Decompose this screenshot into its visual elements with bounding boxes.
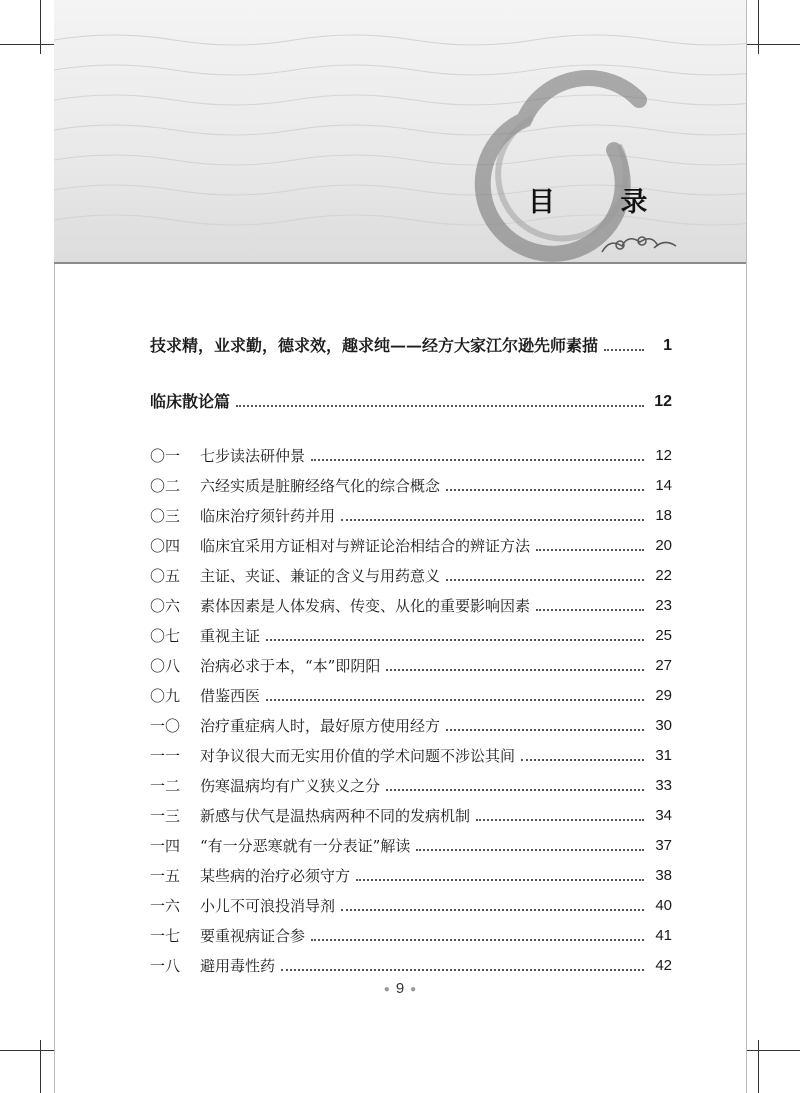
leader-dots	[266, 639, 644, 641]
leader-dots	[266, 699, 644, 701]
toc-item-page: 40	[655, 897, 672, 914]
toc-item[interactable]	[150, 920, 672, 946]
toc-item-page: 20	[655, 537, 672, 554]
leader-dots	[604, 349, 644, 351]
toc-item-label: 七步读法研仲景	[200, 447, 306, 465]
toc-item-page: 30	[655, 717, 672, 734]
leader-dots	[446, 579, 644, 581]
toc-item-label: 重视主证	[200, 627, 261, 645]
page-title: 目 录	[528, 187, 676, 218]
toc-item-label: 临床治疗须针药并用	[200, 507, 336, 525]
leader-dots	[416, 849, 644, 851]
toc-item[interactable]	[150, 860, 672, 886]
toc-item-number: 〇八	[150, 657, 181, 675]
toc-item-number: 一八	[150, 957, 181, 975]
toc-item[interactable]	[150, 470, 672, 496]
leader-dots	[281, 969, 644, 971]
toc-item-number: 一〇	[150, 717, 181, 735]
toc-item-number: 一四	[150, 837, 181, 855]
toc-item-page: 22	[655, 567, 672, 584]
toc-item[interactable]	[150, 710, 672, 736]
crop-mark-tr-v	[758, 0, 759, 54]
toc-item-page: 23	[655, 597, 672, 614]
leader-dots	[446, 489, 644, 491]
toc-section-page: 12	[654, 393, 672, 410]
toc-item-page: 37	[655, 837, 672, 854]
cloud-ornament-icon	[54, 0, 746, 262]
toc-item[interactable]	[150, 680, 672, 706]
toc-item-page: 12	[655, 447, 672, 464]
toc-item-number: 一一	[150, 747, 181, 765]
leader-dots	[386, 789, 644, 791]
toc-item-page: 41	[655, 927, 672, 944]
leader-dots	[446, 729, 644, 731]
toc-item-number: 〇一	[150, 447, 181, 465]
toc-item-page: 14	[655, 477, 672, 494]
toc-item-number: 〇六	[150, 597, 181, 615]
toc-item-page: 38	[655, 867, 672, 884]
toc-item-number: 〇三	[150, 507, 181, 525]
toc-item-label: 避用毒性药	[200, 957, 276, 975]
toc-item-number: 一五	[150, 867, 181, 885]
header-band	[54, 0, 746, 264]
toc-item[interactable]	[150, 620, 672, 646]
toc-item[interactable]	[150, 890, 672, 916]
toc-entry-page: 1	[663, 337, 672, 354]
toc-item[interactable]	[150, 530, 672, 556]
toc-item-label: 临床宜采用方证相对与辨证论治相结合的辨证方法	[200, 537, 531, 555]
bullet-icon: ●	[383, 983, 390, 995]
toc-item-page: 31	[655, 747, 672, 764]
toc-item-label: 素体因素是人体发病、传变、从化的重要影响因素	[200, 597, 531, 615]
toc-item-number: 一七	[150, 927, 181, 945]
page-number-value: 9	[395, 980, 405, 997]
toc-item-label: 某些病的治疗必须守方	[200, 867, 351, 885]
leader-dots	[356, 879, 644, 881]
leader-dots	[536, 609, 644, 611]
toc-item-page: 34	[655, 807, 672, 824]
toc-item-page: 33	[655, 777, 672, 794]
bullet-icon: ●	[410, 983, 417, 995]
crop-mark-bl-h	[0, 1050, 54, 1051]
toc-item-label: 治病必求于本，“本”即阴阳	[200, 657, 381, 675]
leader-dots	[341, 519, 644, 521]
leader-dots	[536, 549, 644, 551]
leader-dots	[311, 939, 644, 941]
toc-item-page: 25	[655, 627, 672, 644]
toc-entry-label: 技求精，业求勤，德求效，趣求纯——经方大家江尔逊先师素描	[150, 336, 599, 355]
toc-item[interactable]	[150, 590, 672, 616]
toc-item-label: 要重视病证合参	[200, 927, 306, 945]
crop-mark-tl-h	[0, 44, 54, 45]
crop-mark-tr-h	[746, 44, 800, 45]
page-edge-right	[746, 0, 747, 1093]
page-number	[0, 980, 800, 997]
toc-item-label: 治疗重症病人时，最好原方使用经方	[200, 717, 441, 735]
leader-dots	[311, 459, 644, 461]
crop-mark-br-h	[746, 1050, 800, 1051]
toc-item-label: 对争议很大而无实用价值的学术问题不涉讼其间	[200, 747, 516, 765]
leader-dots	[521, 759, 644, 761]
toc-item[interactable]	[150, 830, 672, 856]
toc-item-number: 〇五	[150, 567, 181, 585]
toc-section-entry[interactable]	[150, 386, 672, 412]
toc-item[interactable]	[150, 950, 672, 976]
toc-section-label: 临床散论篇	[150, 392, 231, 411]
leader-dots	[386, 669, 644, 671]
toc-item-label: 借鉴西医	[200, 687, 261, 705]
toc-item[interactable]	[150, 740, 672, 766]
toc-item-number: 一六	[150, 897, 181, 915]
crop-mark-bl-v	[40, 1040, 41, 1093]
leader-dots	[236, 405, 644, 407]
toc-item-label: 六经实质是脏腑经络气化的综合概念	[200, 477, 441, 495]
toc-item-page: 29	[655, 687, 672, 704]
toc-item[interactable]	[150, 440, 672, 466]
leader-dots	[341, 909, 644, 911]
toc-item-number: 〇七	[150, 627, 181, 645]
toc-item-number: 〇四	[150, 537, 181, 555]
toc-item-label: “有一分恶寒就有一分表证”解读	[200, 837, 411, 855]
toc-item-page: 42	[655, 957, 672, 974]
crop-mark-br-v	[758, 1040, 759, 1093]
toc-item[interactable]	[150, 500, 672, 526]
toc-item-page: 18	[655, 507, 672, 524]
toc-item-number: 一二	[150, 777, 181, 795]
toc-item[interactable]	[150, 650, 672, 676]
toc-item[interactable]	[150, 560, 672, 586]
toc-item-number: 一三	[150, 807, 181, 825]
toc-item-number: 〇二	[150, 477, 181, 495]
toc-item[interactable]	[150, 770, 672, 796]
toc-item-page: 27	[655, 657, 672, 674]
toc-item-label: 新感与伏气是温热病两种不同的发病机制	[200, 807, 471, 825]
toc-item-label: 小儿不可浪投消导剂	[200, 897, 336, 915]
toc-preface-entry[interactable]	[150, 330, 672, 356]
toc-item-label: 主证、夹证、兼证的含义与用药意义	[200, 567, 441, 585]
toc-item[interactable]	[150, 800, 672, 826]
toc-item-label: 伤寒温病均有广义狭义之分	[200, 777, 381, 795]
leader-dots	[476, 819, 644, 821]
crop-mark-tl-v	[40, 0, 41, 54]
toc-item-number: 〇九	[150, 687, 181, 705]
